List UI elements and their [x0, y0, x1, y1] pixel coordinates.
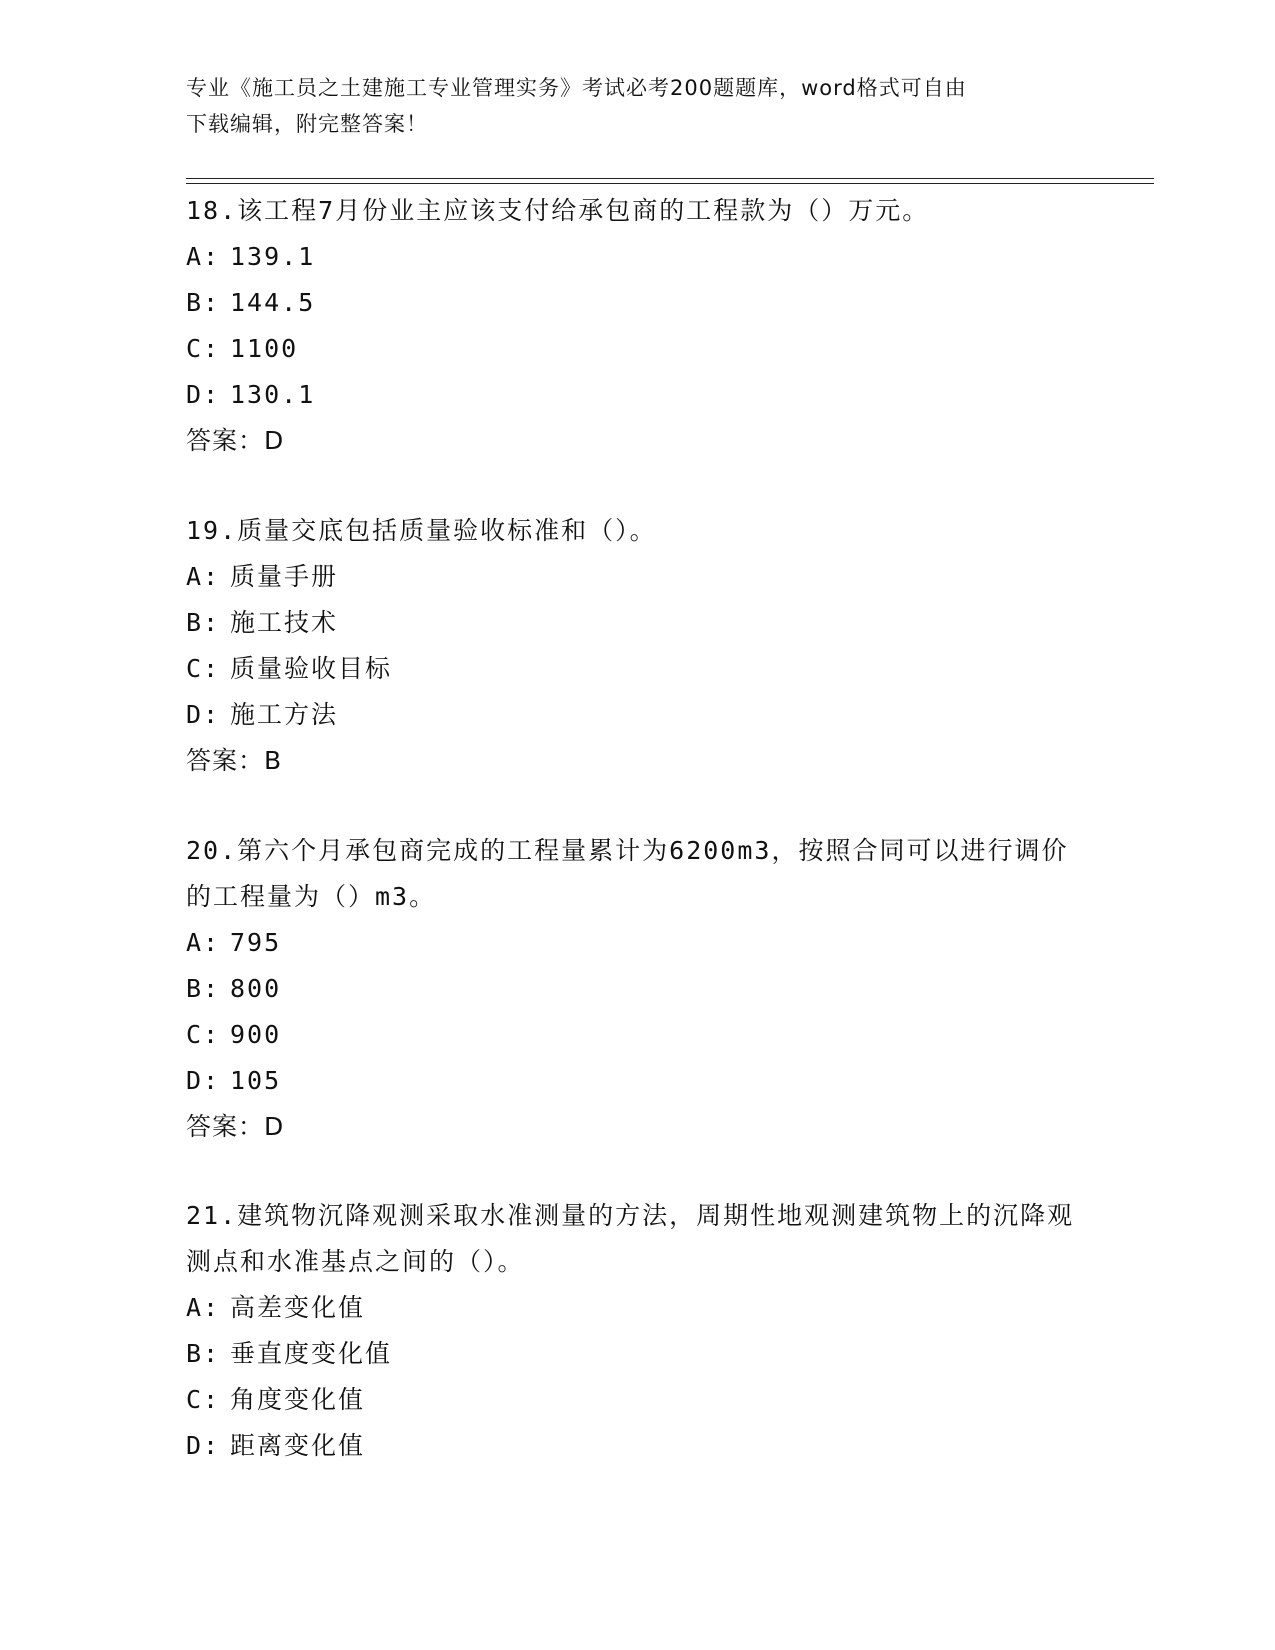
question-18	[186, 188, 1086, 464]
option-value: 施工技术	[230, 608, 339, 637]
option-value: 900	[230, 1020, 282, 1049]
option-value: 质量手册	[230, 562, 339, 591]
option-key: A:	[186, 928, 221, 957]
option-key: D:	[186, 1431, 221, 1460]
option-key: C:	[186, 1020, 221, 1049]
question-text: 21.建筑物沉降观测采取水准测量的方法，周期性地观测建筑物上的沉降观测点和水准基点之间的（）。	[186, 1201, 1075, 1276]
option-a	[186, 1285, 1086, 1331]
option-key: D:	[186, 700, 221, 729]
option-value: 角度变化值	[230, 1385, 366, 1414]
answer-label: 答案：B	[186, 746, 283, 775]
option-c	[186, 646, 1086, 692]
option-value: 垂直度变化值	[230, 1339, 393, 1368]
option-d	[186, 372, 1086, 418]
option-key: C:	[186, 334, 221, 363]
option-a	[186, 554, 1086, 600]
option-value: 139.1	[230, 242, 316, 271]
option-d	[186, 692, 1086, 738]
header-divider-top	[186, 178, 1154, 179]
option-d	[186, 1423, 1086, 1469]
option-key: C:	[186, 1385, 221, 1414]
question-text: 19.质量交底包括质量验收标准和（）。	[186, 516, 657, 545]
option-key: C:	[186, 654, 221, 683]
option-c	[186, 1012, 1086, 1058]
option-value: 施工方法	[230, 700, 339, 729]
option-a	[186, 920, 1086, 966]
option-key: B:	[186, 608, 221, 637]
header-title-line-1: 专业《施工员之土建施工专业管理实务》考试必考200题题库，word格式可自由	[186, 76, 967, 100]
option-value: 795	[230, 928, 282, 957]
option-key: B:	[186, 1339, 221, 1368]
option-key: A:	[186, 562, 221, 591]
option-b	[186, 600, 1086, 646]
header-title-line-2: 下载编辑，附完整答案！	[186, 112, 428, 136]
option-value: 1100	[230, 334, 299, 363]
option-value: 130.1	[230, 380, 316, 409]
option-key: B:	[186, 288, 221, 317]
question-text: 20.第六个月承包商完成的工程量累计为6200m3，按照合同可以进行调价的工程量为（）m3。	[186, 836, 1069, 911]
question-20	[186, 828, 1086, 1150]
answer-label: 答案：D	[186, 426, 285, 455]
option-value: 距离变化值	[230, 1431, 366, 1460]
document-header	[186, 70, 1086, 142]
option-key: D:	[186, 380, 221, 409]
option-key: D:	[186, 1066, 221, 1095]
question-21	[186, 1193, 1086, 1469]
option-key: A:	[186, 1293, 221, 1322]
option-value: 高差变化值	[230, 1293, 366, 1322]
question-text: 18.该工程7月份业主应该支付给承包商的工程款为（）万元。	[186, 196, 930, 225]
question-19	[186, 508, 1086, 784]
option-c	[186, 1377, 1086, 1423]
option-b	[186, 1331, 1086, 1377]
option-b	[186, 280, 1086, 326]
option-d	[186, 1058, 1086, 1104]
option-value: 105	[230, 1066, 282, 1095]
option-b	[186, 966, 1086, 1012]
option-key: B:	[186, 974, 221, 1003]
option-a	[186, 234, 1086, 280]
option-c	[186, 326, 1086, 372]
option-value: 800	[230, 974, 282, 1003]
option-key: A:	[186, 242, 221, 271]
header-divider-bottom	[186, 183, 1154, 184]
option-value: 144.5	[230, 288, 316, 317]
answer-label: 答案：D	[186, 1112, 285, 1141]
option-value: 质量验收目标	[230, 654, 393, 683]
